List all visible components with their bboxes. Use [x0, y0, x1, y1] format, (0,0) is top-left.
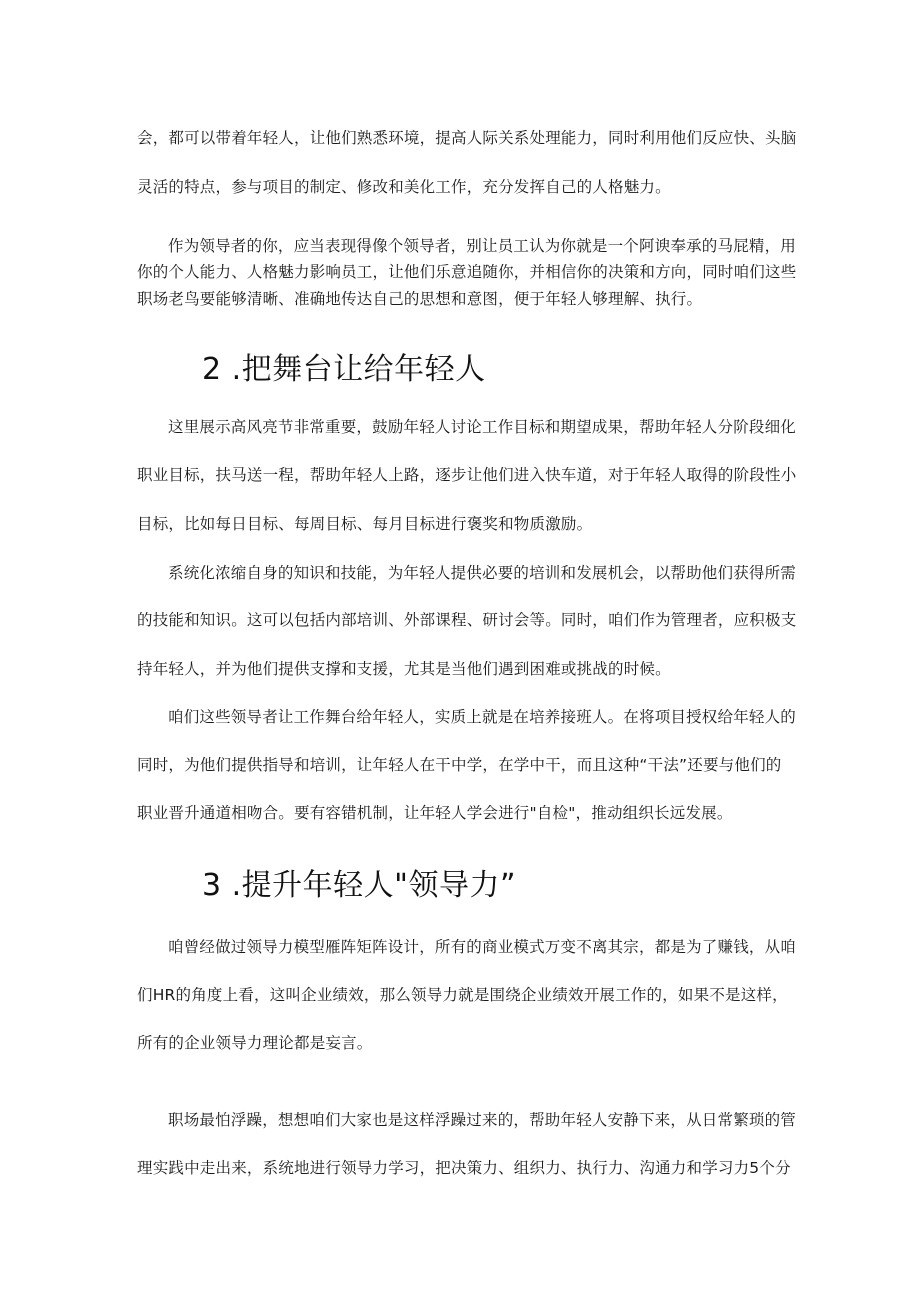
section-heading: 3 .提升年轻人"领导力”: [202, 868, 516, 903]
paragraph-line: 职场最怕浮躁，想想咱们大家也是这样浮躁过来的，帮助年轻人安静下来，从日常繁琐的管: [168, 1111, 797, 1129]
paragraph-line: 这里展示高风亮节非常重要，鼓励年轻人讨论工作目标和期望成果，帮助年轻人分阶段细化: [168, 418, 797, 436]
paragraph-line: 会，都可以带着年轻人，让他们熟悉环境，提高人际关系处理能力，同时利用他们反应快、头脑: [137, 129, 797, 147]
paragraph-line: 咱们这些领导者让工作舞台给年轻人，实质上就是在培养接班人。在将项目授权给年轻人的: [168, 708, 797, 726]
paragraph-line: 咱曾经做过领导力模型雁阵矩阵设计，所有的商业模式万变不离其宗，都是为了赚钱，从咱: [168, 938, 797, 956]
paragraph-line: 系统化浓缩自身的知识和技能，为年轻人提供必要的培训和发展机会，以帮助他们获得所需: [168, 564, 797, 582]
paragraph-line: 职场老鸟要能够清晰、准确地传达自己的思想和意图，便于年轻人够理解、执行。: [137, 290, 703, 308]
paragraph-line: 职业目标，扶马送一程，帮助年轻人上路，逐步让他们进入快车道，对于年轻人取得的阶段性小: [137, 466, 797, 484]
paragraph-line: 职业晋升通道相吻合。要有容错机制，让年轻人学会进行"自检"，推动组织长远发展。: [137, 804, 733, 822]
paragraph-line: 灵活的特点，参与项目的制定、修改和美化工作，充分发挥自己的人格魅力。: [137, 178, 671, 196]
paragraph-line: 你的个人能力、人格魅力影响员工，让他们乐意追随你，并相信你的决策和方向，同时咱们这些: [137, 263, 797, 281]
paragraph-line: 目标，比如每日目标、每周目标、每月目标进行褒奖和物质激励。: [137, 515, 593, 533]
paragraph-line: 持年轻人，并为他们提供支撑和支援，尤其是当他们遇到困难或挑战的时候。: [137, 660, 671, 678]
paragraph-line: 的技能和知识。这可以包括内部培训、外部课程、研讨会等。同时，咱们作为管理者，应积极支: [137, 611, 797, 629]
paragraph-line: 们HR的角度上看，这叫企业绩效，那么领导力就是围绕企业绩效开展工作的，如果不是这样，: [137, 986, 788, 1004]
section-heading: 2 .把舞台让给年轻人: [202, 352, 486, 387]
paragraph-line: 所有的企业领导力理论都是妄言。: [137, 1034, 373, 1052]
paragraph-line: 理实践中走出来，系统地进行领导力学习，把决策力、组织力、执行力、沟通力和学习力5个分: [137, 1159, 791, 1177]
paragraph-line: 同时，为他们提供指导和培训，让年轻人在干中学，在学中干，而且这种“干法”还要与他们的: [137, 756, 782, 774]
paragraph-line: 作为领导者的你，应当表现得像个领导者，别让员工认为你就是一个阿谀奉承的马屁精，用: [168, 237, 797, 255]
